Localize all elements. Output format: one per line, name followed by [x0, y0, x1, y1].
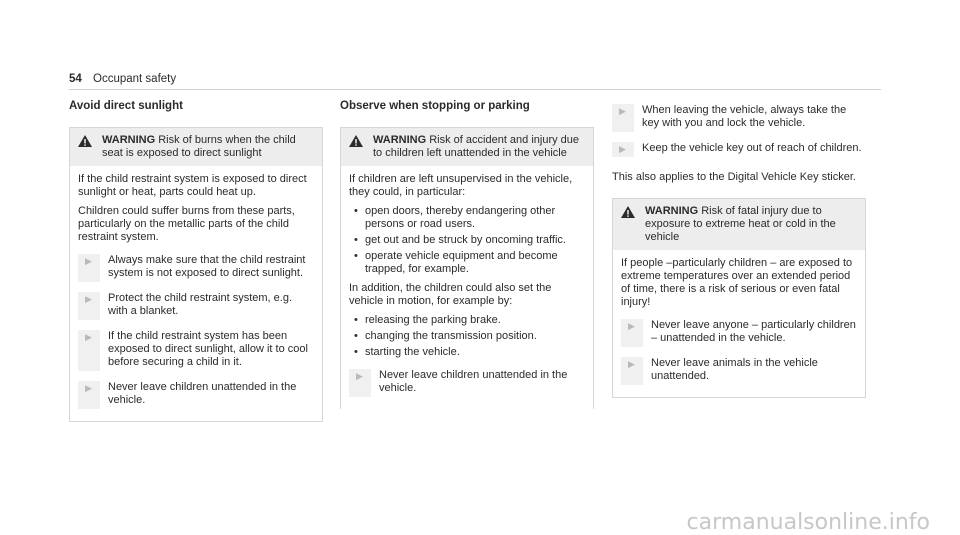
- warning-header: [70, 128, 322, 166]
- list-item: • operate vehicle equipment and become trapped, for example.: [349, 250, 585, 276]
- warning-body: [341, 166, 593, 409]
- page-header: [69, 73, 176, 86]
- paragraph: In addition, the children could also set the vehicle in motion, for example by:: [349, 282, 552, 307]
- warning-header: [613, 199, 865, 250]
- column-avoid-sunlight: [69, 100, 323, 422]
- paragraph: If the child restraint system is exposed to direct sunlight or heat, parts could heat up.: [78, 173, 307, 198]
- instruction-step: ▶ Protect the child restraint system, e.g. with a blanket.: [78, 292, 314, 320]
- arrow-right-icon: ▶: [85, 294, 92, 304]
- arrow-right-icon: ▶: [628, 359, 635, 369]
- warning-label: WARNING: [102, 134, 156, 146]
- warning-triangle-icon: [78, 134, 102, 160]
- instruction-step: ▶ Never leave anyone – particularly children – unattended in the vehicle.: [621, 319, 857, 347]
- arrow-right-icon: ▶: [85, 332, 92, 342]
- instruction-step: ▶ Always make sure that the child restraint system is not exposed to direct sunlight.: [78, 254, 314, 282]
- warning-text: Risk of burns when the child seat is exposed to direct sunlight: [102, 134, 296, 159]
- arrow-right-icon: ▶: [628, 321, 635, 331]
- instruction-step: ▶ Never leave children unattended in the vehicle.: [78, 381, 314, 409]
- arrow-right-icon: ▶: [356, 371, 363, 381]
- warning-text: Risk of accident and injury due to children left unattended in the vehicle: [373, 134, 580, 159]
- warning-label: WARNING: [645, 205, 699, 217]
- bullet-list: [349, 314, 585, 359]
- warning-box-extreme-temperatures: [612, 198, 866, 398]
- arrow-right-icon: ▶: [619, 106, 626, 116]
- paragraph: Children could suffer burns from these parts, particularly on the metallic parts of the child restraint system.: [78, 205, 295, 243]
- list-item: • starting the vehicle.: [349, 346, 585, 359]
- arrow-right-icon: ▶: [85, 256, 92, 266]
- list-item: • releasing the parking brake.: [349, 314, 585, 327]
- paragraph: If children are left unsupervised in the vehicle, they could, in particular:: [349, 173, 573, 198]
- instruction-step: ▶ Keep the vehicle key out of reach of children.: [612, 142, 866, 157]
- section-title: Occupant safety: [93, 73, 177, 85]
- warning-text: Risk of fatal injury due to exposure to extreme heat or cold in the vehicle: [645, 205, 836, 243]
- warning-triangle-icon: [349, 134, 373, 160]
- instruction-step: ▶ When leaving the vehicle, always take the key with you and lock the vehicle.: [612, 104, 866, 132]
- page-number: 54: [69, 73, 82, 85]
- warning-body: [613, 250, 865, 397]
- bullet-list: [349, 205, 585, 276]
- instruction-step: ▶ If the child restraint system has been exposed to direct sunlight, allow it to cool before securing a child in it.: [78, 330, 314, 371]
- warning-label: WARNING: [373, 134, 427, 146]
- heading-stopping-parking: Observe when stopping or parking: [340, 100, 530, 112]
- instruction-step: ▶ Never leave children unattended in the vehicle.: [349, 369, 585, 397]
- header-rule: [69, 89, 881, 90]
- column-continued: [612, 104, 866, 398]
- column-stopping-parking: [340, 100, 594, 409]
- paragraph: If people –particularly children – are exposed to extreme temperatures over an extended period of time, there is a risk of serious or even fatal injury!: [621, 257, 853, 308]
- warning-header: [341, 128, 593, 166]
- warning-triangle-icon: [621, 205, 645, 244]
- warning-box-unattended: [340, 127, 594, 409]
- digital-key-note: This also applies to the Digital Vehicle Key sticker.: [612, 171, 856, 183]
- warning-box-burns: [69, 127, 323, 422]
- list-item: • open doors, thereby endangering other persons or road users.: [349, 205, 585, 231]
- instruction-step: ▶ Never leave animals in the vehicle unattended.: [621, 357, 857, 385]
- arrow-right-icon: ▶: [85, 383, 92, 393]
- warning-body: [70, 166, 322, 421]
- arrow-right-icon: ▶: [619, 144, 626, 154]
- watermark: carmanualsonline.info: [686, 510, 930, 535]
- list-item: • get out and be struck by oncoming traffic.: [349, 234, 585, 247]
- list-item: • changing the transmission position.: [349, 330, 585, 343]
- heading-avoid-sunlight: Avoid direct sunlight: [69, 100, 183, 112]
